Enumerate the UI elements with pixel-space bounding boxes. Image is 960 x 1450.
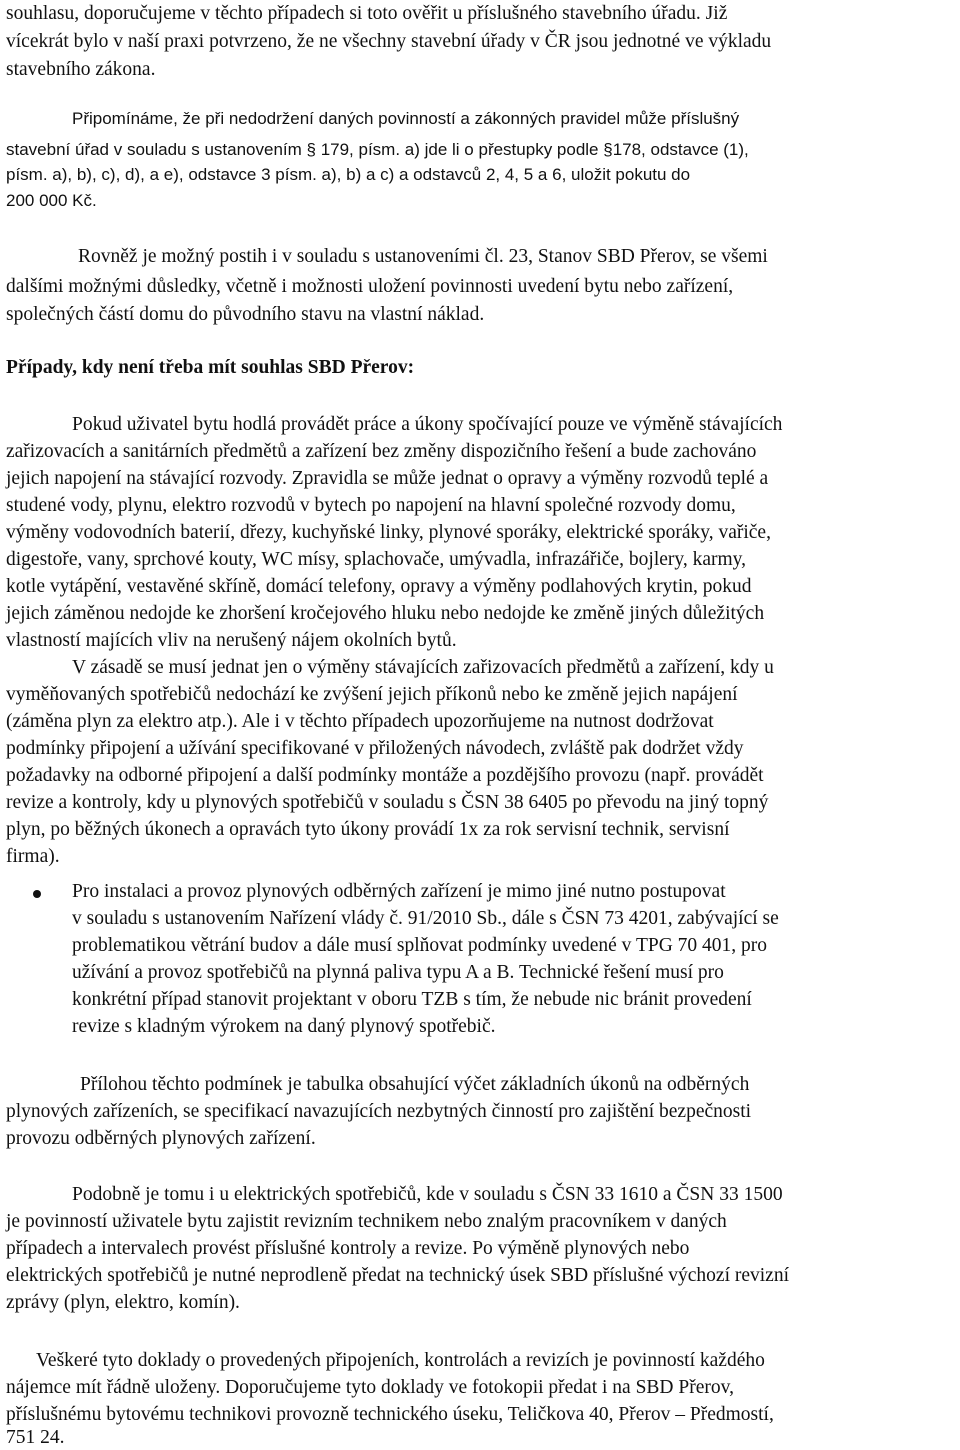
text-line: dalšími možnými důsledky, včetně i možnosti uložení povinnosti uvedení bytu nebo zařízení, xyxy=(6,276,734,297)
text-line: revize a kontroly, kdy u plynových spotřebičů v souladu s ČSN 38 6405 po převodu na jiný topný xyxy=(6,792,769,813)
text-line: vlastností majících vliv na nerušený nájem okolních bytů. xyxy=(6,630,457,651)
text-line: požadavky na odborné připojení a další podmínky montáže a pozdějšího provozu (např. provádět xyxy=(6,765,764,786)
bullet-dot-icon xyxy=(33,890,41,898)
text-line: vícekrát bylo v naší praxi potvrzeno, že ne všechny stavební úřady v ČR jsou jednotné ve výkladu xyxy=(6,31,772,52)
text-line: 200 000 Kč. xyxy=(6,191,97,210)
text-line: případech a intervalech provést příslušné kontroly a revize. Po výměně plynových nebo xyxy=(6,1238,690,1259)
text-line: stavebního zákona. xyxy=(6,59,156,80)
text-line: zprávy (plyn, elektro, komín). xyxy=(6,1292,240,1313)
text-line: jejich napojení na stávající rozvody. Zpravidla se může jednat o opravy a výměny rozvodů teplé a xyxy=(6,468,769,489)
text-line: jejich záměnou nedojde ke zhoršení kročejového hluku nebo nedojde ke změně jiných důležitých xyxy=(6,603,765,624)
text-line: užívání a provoz spotřebičů na plynná paliva typu A a B. Technické řešení musí pro xyxy=(72,962,724,983)
text-line: vyměňovaných spotřebičů nedochází ke zvýšení jejich příkonů nebo ke změně jejich napájení xyxy=(6,684,738,705)
text-line: (záměna plyn za elektro atp.). Ale i v těchto případech upozorňujeme na nutnost dodržovat xyxy=(6,711,714,732)
text-line: konkrétní případ stanovit projektant v oboru TZB s tím, že nebude nic bránit provedení xyxy=(72,989,752,1010)
text-line: výměny vodovodních baterií, dřezy, kuchyňské linky, plynové sporáky, elektrické sporáky, vařiče, xyxy=(6,522,771,543)
text-line: digestoře, vany, sprchové kouty, WC mísy, splachovače, umývadla, infrazářiče, bojlery, karmy, xyxy=(6,549,747,570)
text-line: Přílohou těchto podmínek je tabulka obsahující výčet základních úkonů na odběrných xyxy=(80,1074,750,1095)
text-line: 751 24. xyxy=(6,1427,65,1448)
text-line: stavební úřad v souladu s ustanovením § 179, písm. a) jde li o přestupky podle §178, odstavce (1), xyxy=(6,140,749,159)
section-heading: Případy, kdy není třeba mít souhlas SBD Přerov: xyxy=(6,357,415,378)
text-line: elektrických spotřebičů je nutné neprodleně předat na technický úsek SBD příslušné výchozí revizní xyxy=(6,1265,789,1286)
text-line: Připomínáme, že při nedodržení daných povinností a zákonných pravidel může příslušný xyxy=(72,109,740,128)
text-line: firma). xyxy=(6,846,60,867)
text-line: Veškeré tyto doklady o provedených připojeních, kontrolách a revizích je povinností každého xyxy=(36,1350,765,1371)
text-line: plynových zařízeních, se specifikací navazujících nezbytných činností pro zajištění bezpečnosti xyxy=(6,1101,752,1122)
text-line: společných částí domu do původního stavu na vlastní náklad. xyxy=(6,304,485,325)
text-line: Rovněž je možný postih i v souladu s ustanoveními čl. 23, Stanov SBD Přerov, se všemi xyxy=(78,246,768,267)
text-line: Podobně je tomu i u elektrických spotřebičů, kde v souladu s ČSN 33 1610 a ČSN 33 1500 xyxy=(72,1184,783,1205)
text-line: příslušnému bytovému technikovi provozně technického úseku, Teličkova 40, Přerov – Předmostí, xyxy=(6,1404,774,1425)
text-line: problematikou větrání budov a dále musí splňovat podmínky uvedené v TPG 70 401, pro xyxy=(72,935,768,956)
text-line: Pro instalaci a provoz plynových odběrných zařízení je mimo jiné nutno postupovat xyxy=(72,881,726,902)
text-line: studené vody, plynu, elektro rozvodů v bytech po napojení na hlavní společné rozvody domu, xyxy=(6,495,736,516)
text-line: podmínky připojení a užívání specifikované v přiložených návodech, zvláště pak dodržet vždy xyxy=(6,738,744,759)
text-line: v souladu s ustanovením Nařízení vlády č. 91/2010 Sb., dále s ČSN 73 4201, zabývající se xyxy=(72,908,779,929)
text-line: V zásadě se musí jednat jen o výměny stávajících zařizovacích předmětů a zařízení, kdy u xyxy=(72,657,774,678)
text-line: je povinností uživatele bytu zajistit revizním technikem nebo znalým pracovníkem v daných xyxy=(6,1211,727,1232)
text-line: provozu odběrných plynových zařízení. xyxy=(6,1128,316,1149)
text-line: kotle vytápění, vestavěné skříně, domácí telefony, opravy a výměny podlahových krytin, pokud xyxy=(6,576,752,597)
text-line: písm. a), b), c), d), a e), odstavce 3 písm. a), b) a c) a odstavců 2, 4, 5 a 6, uložit pokutu do xyxy=(6,165,691,184)
text-line: zařizovacích a sanitárních předmětů a zařízení bez změny dispozičního řešení a bude zachováno xyxy=(6,441,757,462)
text-line: plyn, po běžných úkonech a opravách tyto úkony provádí 1x za rok servisní technik, servisní xyxy=(6,819,730,840)
text-line: souhlasu, doporučujeme v těchto případech si toto ověřit u příslušného stavebního úřadu. Již xyxy=(6,3,728,24)
text-line: nájemce mít řádně uloženy. Doporučujeme tyto doklady ve fotokopii předat i na SBD Přerov, xyxy=(6,1377,734,1398)
text-line: Pokud uživatel bytu hodlá provádět práce a úkony spočívající pouze ve výměně stávajících xyxy=(72,414,783,435)
text-line: revize s kladným výrokem na daný plynový spotřebič. xyxy=(72,1016,496,1037)
